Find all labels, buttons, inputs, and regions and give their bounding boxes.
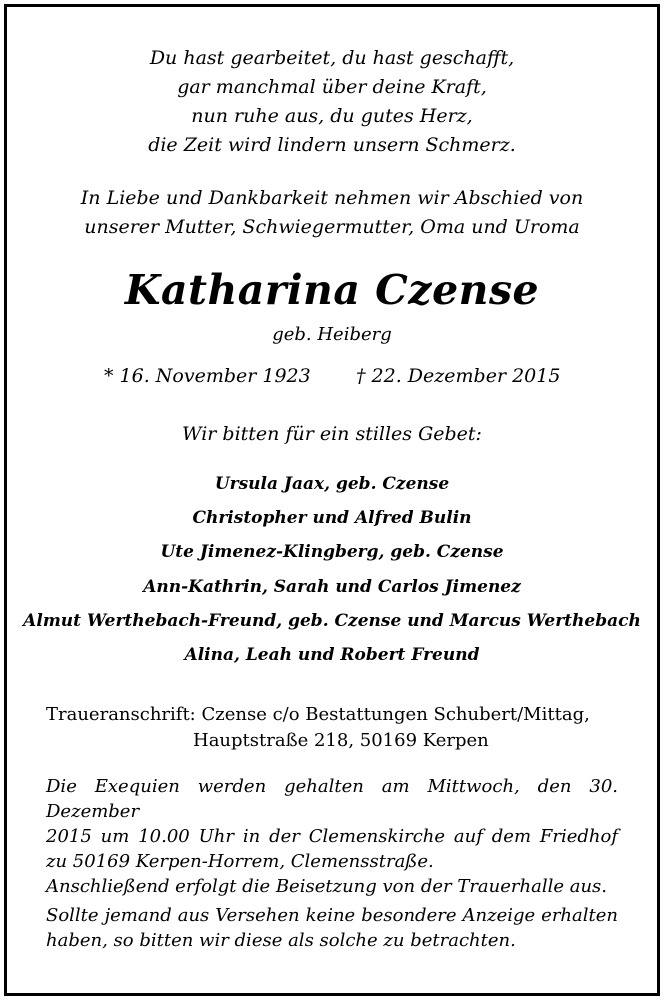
deceased-name: Katharina Czense [124, 266, 540, 314]
service-line: Die Exequien werden gehalten am Mittwoch, den 30. Dezember [46, 776, 618, 822]
mourner-entry: Almut Werthebach-Freund, geb. Czense und Marcus Werthebach [23, 610, 641, 631]
poem-line: gar manchmal über deine Kraft, [177, 76, 487, 98]
address-line-1: Traueranschrift: Czense c/o Bestattungen Schubert/Mittag, [46, 704, 590, 725]
mourner-entry: Ursula Jaax, geb. Czense [214, 474, 450, 494]
birth-date: * 16. November 1923 [104, 365, 311, 387]
note-line: Sollte jemand aus Versehen keine besondere Anzeige erhalten [46, 905, 618, 926]
poem-line: die Zeit wird lindern unsern Schmerz. [148, 134, 516, 156]
mourner-entry: Ute Jimenez-Klingberg, geb. Czense [160, 542, 504, 563]
farewell-line: In Liebe und Dankbarkeit nehmen wir Abschied von [80, 187, 584, 209]
farewell-line: unserer Mutter, Schwiegermutter, Oma und Uroma [84, 216, 580, 238]
address-line-2: Hauptstraße 218, 50169 Kerpen [193, 730, 489, 751]
mourner-entry: Alina, Leah und Robert Freund [184, 645, 480, 666]
mourning-address [46, 702, 590, 754]
mourner-entry: Ann-Kathrin, Sarah und Carlos Jimenez [143, 576, 521, 597]
mourners-list [0, 467, 664, 672]
service-line: zu 50169 Kerpen-Horrem, Clemensstraße. [46, 851, 434, 872]
poem-line: nun ruhe aus, du gutes Herz, [191, 105, 473, 127]
service-line: Anschließend erfolgt die Beisetzung von der Trauerhalle aus. [46, 876, 608, 897]
prayer-request: Wir bitten für ein stilles Gebet: [182, 423, 482, 445]
service-line: 2015 um 10.00 Uhr in der Clemenskirche auf dem Friedhof [46, 826, 618, 847]
poem-verse [0, 44, 664, 160]
farewell-text [0, 184, 664, 242]
mourner-entry: Christopher und Alfred Bulin [192, 508, 472, 529]
maiden-name: geb. Heiberg [272, 324, 392, 345]
poem-line: Du hast gearbeitet, du hast geschafft, [149, 47, 515, 69]
funeral-service-details [46, 774, 618, 899]
note-line: haben, so bitten wir diese als solche zu betrachten. [46, 930, 516, 951]
death-date: † 22. Dezember 2015 [356, 365, 561, 387]
closing-note [46, 903, 618, 953]
